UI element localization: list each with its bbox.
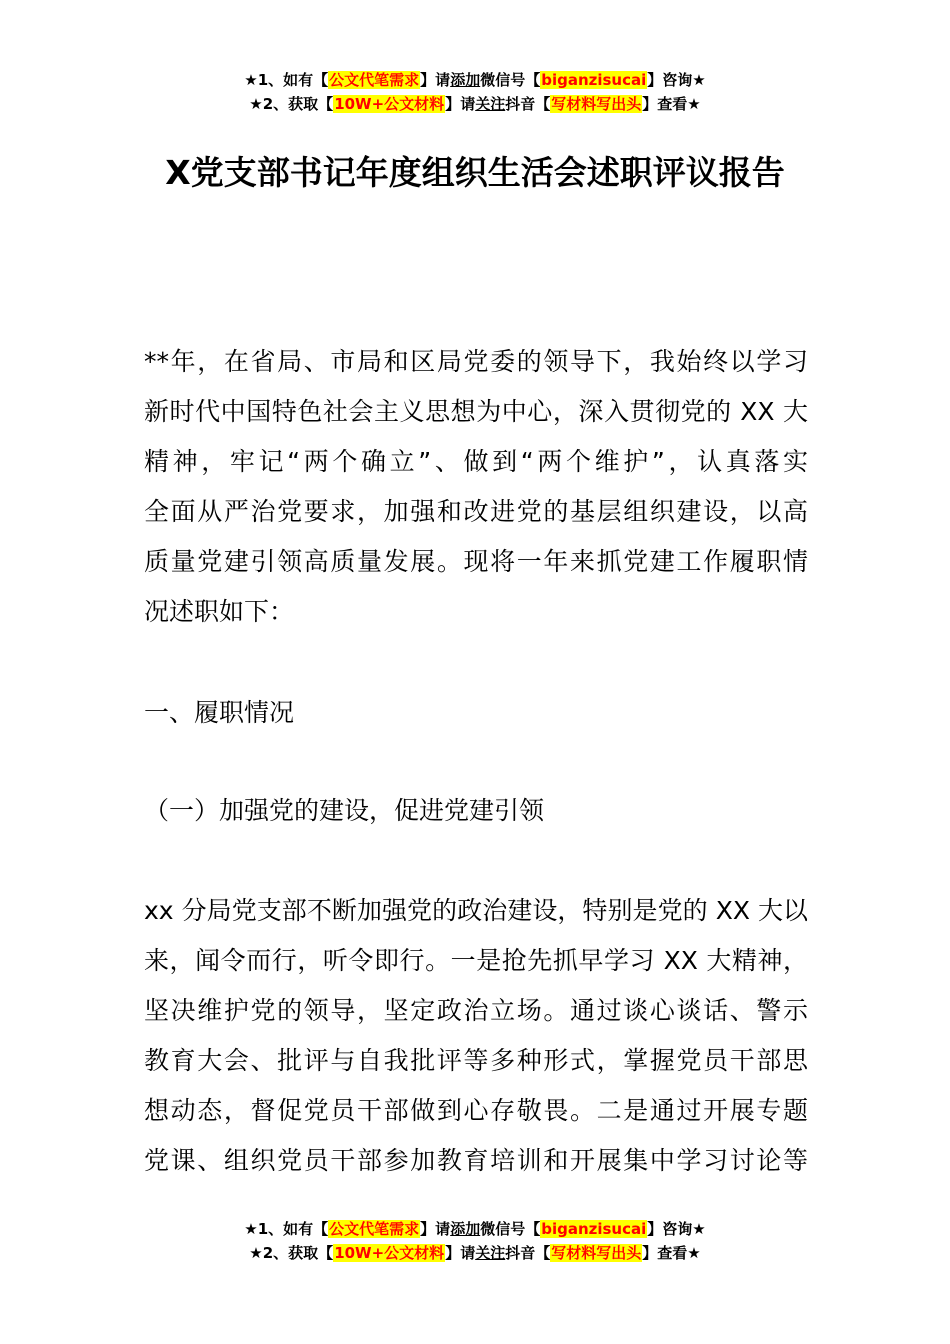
document-title: X党支部书记年度组织生活会述职评议报告: [165, 153, 785, 192]
banner-text: 微信号【: [480, 71, 541, 89]
banner-highlight: 10W+公文材料: [334, 1244, 445, 1262]
banner-highlight-douyin: 写材料写出头: [551, 1244, 642, 1262]
banner-line-2: [0, 92, 950, 116]
body-paragraph: [144, 886, 808, 1186]
banner-text: ★2、获取【: [249, 1244, 334, 1262]
paragraph-line: 教育大会、批评与自我批评等多种形式，掌握党员干部思: [144, 1046, 808, 1075]
paragraph-line: 况述职如下：: [144, 597, 295, 626]
subsection-heading: [144, 786, 808, 836]
banner-text: 抖音【: [505, 1244, 551, 1262]
banner-line-1: [0, 1217, 950, 1241]
paragraph-line: xx 分局党支部不断加强党的政治建设，特别是党的 XX 大以: [144, 896, 808, 925]
section-heading: [144, 688, 808, 738]
paragraph-line: 质量党建引领高质量发展。现将一年来抓党建工作履职情: [144, 547, 808, 576]
paragraph-line: 全面从严治党要求，加强和改进党的基层组织建设，以高: [144, 497, 808, 526]
subsection-heading-text: （一）加强党的建设，促进党建引领: [144, 796, 545, 825]
banner-text: 】咨询★: [647, 1220, 706, 1238]
paragraph-line: 党课、组织党员干部参加教育培训和开展集中学习讨论等: [144, 1146, 808, 1175]
banner-text: 】查看★: [642, 95, 701, 113]
banner-text: 抖音【: [505, 95, 551, 113]
banner-highlight: 10W+公文材料: [334, 95, 445, 113]
banner-text: ★2、获取【: [249, 95, 334, 113]
banner-line-2: [0, 1241, 950, 1265]
paragraph-line: **年，在省局、市局和区局党委的领导下，我始终以学习: [144, 347, 808, 376]
intro-paragraph: [144, 337, 808, 637]
banner-highlight-douyin: 写材料写出头: [551, 95, 642, 113]
banner-underline: 添加: [450, 71, 481, 89]
banner-text: 】请: [420, 1220, 451, 1238]
banner-text: ★1、如有【: [244, 71, 329, 89]
section-heading-text: 一、履职情况: [144, 698, 295, 727]
banner-underline: 添加: [450, 1220, 481, 1238]
banner-text: 】请: [445, 95, 476, 113]
paragraph-line: 来，闻令而行，听令即行。一是抢先抓早学习 XX 大精神，: [144, 946, 808, 975]
paragraph-line: 精神，牢记“两个确立”、做到“两个维护”，认真落实: [144, 447, 808, 476]
banner-highlight-wechat: biganzisucai: [541, 71, 647, 89]
banner-highlight-wechat: biganzisucai: [541, 1220, 647, 1238]
paragraph-line: 坚决维护党的领导，坚定政治立场。通过谈心谈话、警示: [144, 996, 808, 1025]
banner-text: 】请: [420, 71, 451, 89]
footer-banner: [0, 1217, 950, 1265]
header-banner: [0, 68, 950, 116]
banner-line-1: [0, 68, 950, 92]
banner-underline: 关注: [475, 95, 506, 113]
banner-text: ★1、如有【: [244, 1220, 329, 1238]
banner-text: 】查看★: [642, 1244, 701, 1262]
banner-text: 微信号【: [480, 1220, 541, 1238]
paragraph-line: 新时代中国特色社会主义思想为中心，深入贯彻党的 XX 大: [144, 397, 808, 426]
paragraph-line: 想动态，督促党员干部做到心存敬畏。二是通过开展专题: [144, 1096, 808, 1125]
banner-text: 】咨询★: [647, 71, 706, 89]
banner-highlight: 公文代笔需求: [329, 1220, 420, 1238]
banner-text: 】请: [445, 1244, 476, 1262]
banner-underline: 关注: [475, 1244, 506, 1262]
banner-highlight: 公文代笔需求: [329, 71, 420, 89]
